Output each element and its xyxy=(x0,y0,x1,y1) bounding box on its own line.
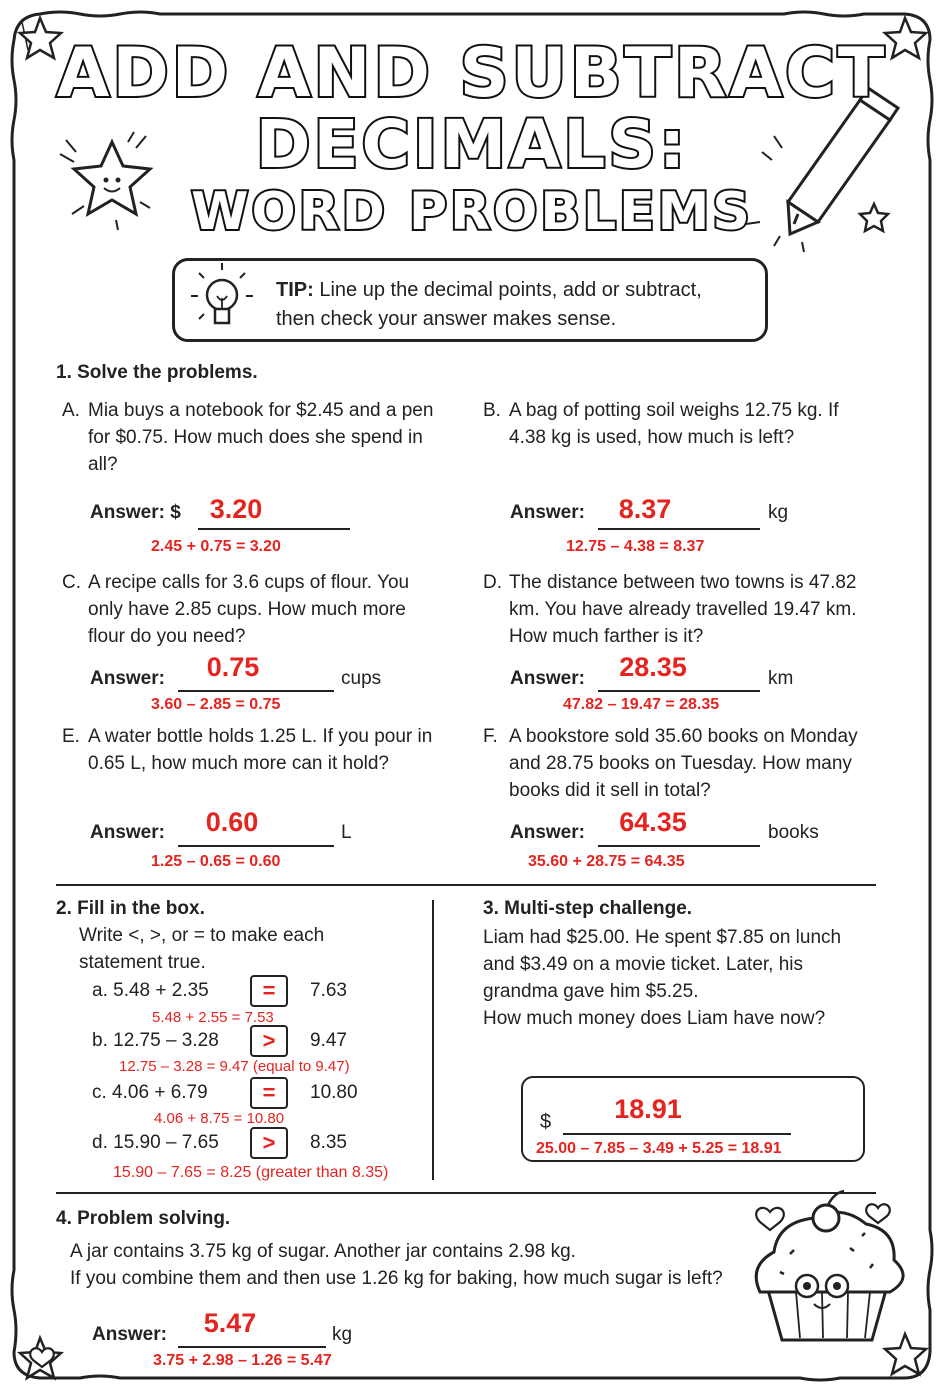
section4-heading: 4. Problem solving. xyxy=(56,1208,231,1229)
compare-left: a. 5.48 + 2.35 xyxy=(92,980,209,1001)
answer-unit: books xyxy=(768,822,819,843)
problem-letter: C. xyxy=(62,572,81,593)
problem-f xyxy=(483,723,868,804)
answer-label: Answer: $ xyxy=(90,502,181,523)
problem-e xyxy=(62,723,437,777)
answer-value: 0.60 xyxy=(205,807,259,837)
compare-right: 9.47 xyxy=(310,1030,347,1051)
problem-line1: A jar contains 3.75 kg of sugar. Another jar contains 2.98 kg. xyxy=(70,1241,576,1262)
page-title-line2: DECIMALS: xyxy=(255,106,689,183)
problem-text: A bookstore sold 35.60 books on Monday and 28.75 books on Tuesday. How many books did it sell in total? xyxy=(509,726,858,801)
answer-label: Answer: xyxy=(510,822,585,843)
problem-letter: E. xyxy=(62,726,80,747)
compare-box[interactable]: > xyxy=(250,1127,288,1159)
section2-instruction xyxy=(79,922,409,976)
section-divider xyxy=(56,884,876,886)
answer-value: 3.20 xyxy=(209,494,263,524)
instruction-line2: statement true. xyxy=(79,952,206,973)
problem-d xyxy=(483,569,868,650)
compare-right: 7.63 xyxy=(310,980,347,1001)
page-title-line3: WORD PROBLEMS xyxy=(191,182,753,242)
answer-value: 5.47 xyxy=(203,1308,257,1338)
column-divider xyxy=(432,900,434,1180)
answer-label: Answer: xyxy=(90,822,165,843)
compare-left: b. 12.75 – 3.28 xyxy=(92,1030,219,1051)
answer-unit: L xyxy=(341,822,352,843)
dollar-sign: $ xyxy=(540,1111,552,1133)
compare-box[interactable]: = xyxy=(250,1077,288,1109)
tip-line1: Line up the decimal points, add or subtract, xyxy=(319,279,702,301)
problem-line2: If you combine them and then use 1.26 kg for baking, how much sugar is left? xyxy=(70,1268,723,1289)
compare-box[interactable]: = xyxy=(250,975,288,1007)
problem-text: The distance between two towns is 47.82 km. You have already travelled 19.47 km. How much farther is it? xyxy=(509,572,857,647)
answer-label: Answer: xyxy=(510,668,585,689)
problem-c xyxy=(62,569,437,650)
answer-label: Answer: xyxy=(92,1324,167,1345)
answer-line xyxy=(563,1133,791,1135)
work-shown: 2.45 + 0.75 = 3.20 xyxy=(151,538,281,555)
compare-right: 10.80 xyxy=(310,1082,358,1103)
tip-text xyxy=(276,276,756,334)
compare-left: d. 15.90 – 7.65 xyxy=(92,1132,219,1153)
problem-letter: B. xyxy=(483,400,501,421)
work-shown: 3.75 + 2.98 – 1.26 = 5.47 xyxy=(153,1352,332,1369)
answer-value: 18.91 xyxy=(614,1094,682,1124)
section2-heading: 2. Fill in the box. xyxy=(56,898,205,919)
instruction-line1: Write <, >, or = to make each xyxy=(79,925,325,946)
tip-label: TIP: xyxy=(276,279,314,301)
work-shown: 1.25 – 0.65 = 0.60 xyxy=(151,853,281,870)
problem-letter: A. xyxy=(62,400,80,421)
answer-line xyxy=(598,528,760,530)
section1-heading: 1. Solve the problems. xyxy=(56,362,258,383)
problem-text: A recipe calls for 3.6 cups of flour. You only have 2.85 cups. How much more flour do you need? xyxy=(88,572,410,647)
problem-b xyxy=(483,397,868,451)
compare-work: 12.75 – 3.28 = 9.47 (equal to 9.47) xyxy=(119,1058,350,1075)
problem-letter: D. xyxy=(483,572,502,593)
page-title-line1: ADD AND SUBTRACT xyxy=(56,34,888,113)
problem-a xyxy=(62,397,437,478)
work-shown: 47.82 – 19.47 = 28.35 xyxy=(563,696,720,713)
section4-text xyxy=(70,1238,750,1292)
answer-line xyxy=(198,528,350,530)
answer-unit: km xyxy=(768,668,794,689)
section3-text xyxy=(483,924,883,1032)
answer-value: 28.35 xyxy=(619,652,687,682)
section3-heading: 3. Multi-step challenge. xyxy=(483,898,693,919)
section-divider xyxy=(56,1192,876,1194)
work-shown: 3.60 – 2.85 = 0.75 xyxy=(151,696,281,713)
challenge-line: and $3.49 on a movie ticket. Later, his xyxy=(483,954,804,975)
compare-left: c. 4.06 + 6.79 xyxy=(92,1082,208,1103)
work-shown: 12.75 – 4.38 = 8.37 xyxy=(566,538,705,555)
problem-text: A water bottle holds 1.25 L. If you pour in 0.65 L, how much more can it hold? xyxy=(88,726,433,774)
answer-line xyxy=(178,1346,326,1348)
work-shown: 35.60 + 28.75 = 64.35 xyxy=(528,853,685,870)
answer-line xyxy=(598,690,760,692)
answer-unit: kg xyxy=(768,502,789,523)
answer-line xyxy=(178,690,334,692)
challenge-line: Liam had $25.00. He spent $7.85 on lunch xyxy=(483,927,842,948)
compare-work: 5.48 + 2.55 = 7.53 xyxy=(152,1009,274,1026)
answer-unit: kg xyxy=(332,1324,353,1345)
answer-value: 0.75 xyxy=(206,652,260,682)
answer-label: Answer: xyxy=(90,668,165,689)
work-shown: 25.00 – 7.85 – 3.49 + 5.25 = 18.91 xyxy=(536,1140,782,1157)
answer-line xyxy=(178,845,334,847)
problem-text: Mia buys a notebook for $2.45 and a pen for $0.75. How much does she spend in all? xyxy=(88,400,434,475)
answer-label: Answer: xyxy=(510,502,585,523)
answer-value: 8.37 xyxy=(618,494,672,524)
compare-work: 4.06 + 8.75 = 10.80 xyxy=(154,1110,285,1127)
challenge-line: How much money does Liam have now? xyxy=(483,1008,826,1029)
problem-letter: F. xyxy=(483,726,498,747)
answer-value: 64.35 xyxy=(619,807,687,837)
compare-right: 8.35 xyxy=(310,1132,347,1153)
compare-work: 15.90 – 7.65 = 8.25 (greater than 8.35) xyxy=(113,1164,389,1181)
tip-line2: then check your answer makes sense. xyxy=(276,308,617,330)
answer-unit: cups xyxy=(341,668,382,689)
compare-box[interactable]: > xyxy=(250,1025,288,1057)
problem-text: A bag of potting soil weighs 12.75 kg. If 4.38 kg is used, how much is left? xyxy=(509,400,839,448)
challenge-line: grandma gave him $5.25. xyxy=(483,981,699,1002)
answer-line xyxy=(598,845,760,847)
